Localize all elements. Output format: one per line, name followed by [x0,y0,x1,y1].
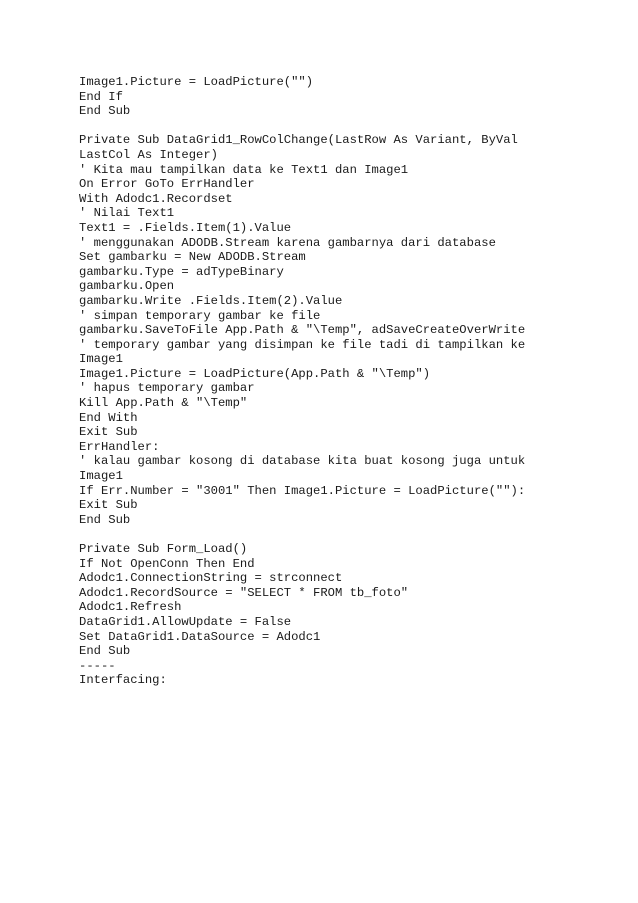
code-line: Exit Sub [79,425,138,440]
code-line: Set gambarku = New ADODB.Stream [79,250,306,265]
code-line: Set DataGrid1.DataSource = Adodc1 [79,629,321,644]
code-line: Adodc1.Refresh [79,600,182,615]
code-line: Adodc1.ConnectionString = strconnect [79,571,343,586]
blank-line [79,527,559,542]
code-line: ' menggunakan ADODB.Stream karena gambarnya dari database [79,235,496,250]
code-line: Text1 = .Fields.Item(1).Value [79,220,292,235]
code-line: Kill App.Path & "\Temp" [79,396,248,411]
code-line: End If [79,89,123,104]
code-line: Private Sub Form_Load() [79,542,248,556]
code-line: Image1.Picture = LoadPicture("") [79,75,314,89]
code-line: Image1 [79,469,123,484]
code-line: Adodc1.RecordSource = "SELECT * FROM tb_foto" [79,585,409,600]
code-line: End Sub [79,644,131,659]
code-line: Private Sub DataGrid1_RowColChange(LastRow As Variant, ByVal [79,133,518,148]
code-line: ErrHandler: [79,439,160,454]
code-line: ' Kita mau tampilkan data ke Text1 dan Image1 [79,162,409,177]
code-line: If Not OpenConn Then End [79,556,255,571]
code-line: LastCol As Integer) [79,147,218,162]
code-line: End Sub [79,512,131,527]
code-line: Image1 [79,352,123,367]
code-line: gambarku.SaveToFile App.Path & "\Temp", adSaveCreateOverWrite [79,323,526,338]
code-line: gambarku.Open [79,279,175,294]
code-line: ' hapus temporary gambar [79,381,255,396]
code-line: End Sub [79,104,131,119]
code-line: Image1.Picture = LoadPicture(App.Path & "\Temp") [79,366,431,381]
code-line: End With [79,410,138,425]
code-line: ' temporary gambar yang disimpan ke file tadi di tampilkan ke [79,337,526,352]
code-line: gambarku.Write .Fields.Item(2).Value [79,293,343,308]
code-line: On Error GoTo ErrHandler [79,177,255,192]
code-line: Interfacing: [79,673,167,688]
code-line: If Err.Number = "3001" Then Image1.Picture = LoadPicture(""): [79,483,526,498]
code-line: DataGrid1.AllowUpdate = False [79,614,292,629]
code-line: With Adodc1.Recordset [79,191,233,206]
code-listing [79,75,559,688]
code-line: ' kalau gambar kosong di database kita buat kosong juga untuk [79,454,526,469]
code-line: ----- [79,658,116,673]
code-line: ' Nilai Text1 [79,206,175,221]
code-line: gambarku.Type = adTypeBinary [79,264,284,279]
code-line: Exit Sub [79,498,138,513]
code-line: ' simpan temporary gambar ke file [79,308,321,323]
blank-line [79,119,559,134]
